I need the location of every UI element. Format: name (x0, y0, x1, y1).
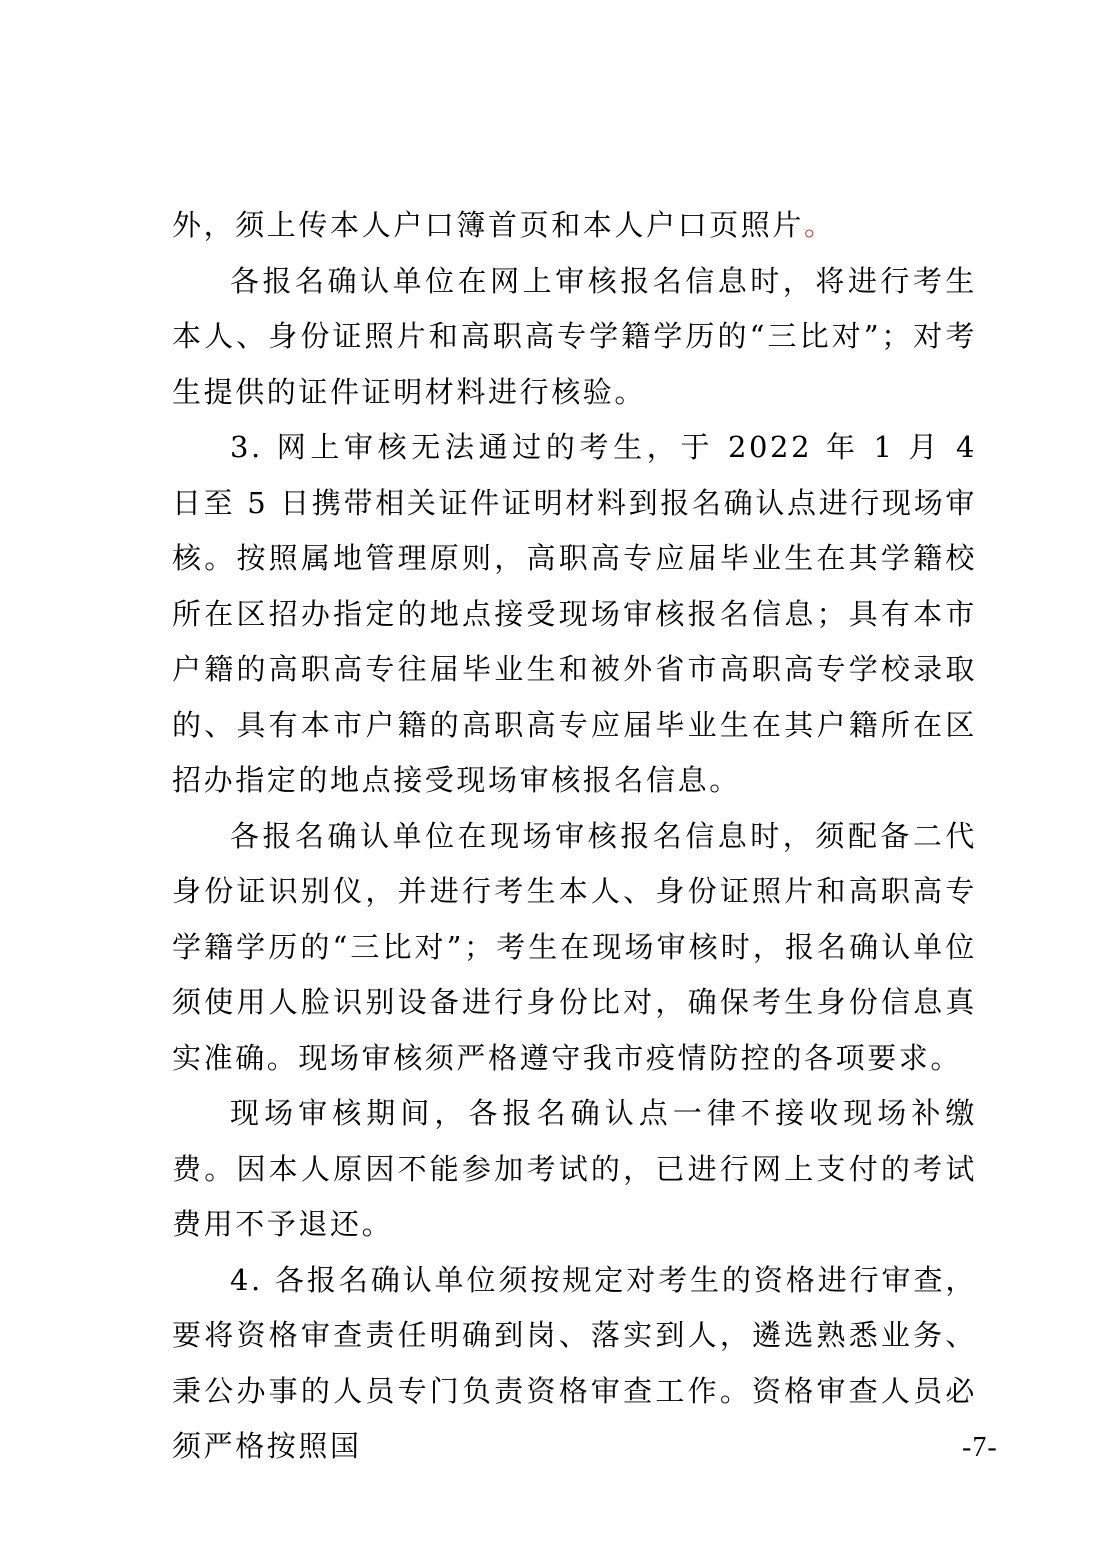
paragraph-1-text: 外，须上传本人户口簿首页和本人户口页照片 (172, 208, 805, 242)
paragraph-1 (172, 198, 977, 254)
paragraph-1-period: 。 (804, 208, 836, 242)
body-text (172, 198, 977, 1475)
page-number: -7- (962, 1432, 998, 1463)
paragraph-4: 各报名确认单位在现场审核报名信息时，须配备二代身份证识别仪，并进行考生本人、身份证照片和高职高专学籍学历的“三比对”；考生在现场审核时，报名确认单位须使用人脸识别设备进行身份比对，确保考生身份信息真实准确。现场审核须严格遵守我市疫情防控的各项要求。 (172, 818, 977, 1075)
paragraph-6: 4. 各报名确认单位须按规定对考生的资格进行审查，要将资格审查责任明确到岗、落实到人，遴选熟悉业务、秉公办事的人员专门负责资格审查工作。资格审查人员必须严格按照国 (172, 1262, 977, 1463)
paragraph-2: 各报名确认单位在网上审核报名信息时，将进行考生本人、身份证照片和高职高专学籍学历的“三比对”；对考生提供的证件证明材料进行核验。 (172, 263, 977, 409)
paragraph-3: 3. 网上审核无法通过的考生，于 2022 年 1 月 4 日至 5 日携带相关证件证明材料到报名确认点进行现场审核。按照属地管理原则，高职高专应届毕业生在其学籍校所在区招办指定的地点接受现场审核报名信息；具有本市户籍的高职高专往届毕业生和被外省市高职高专学校录取的、具有本市户籍的高职高专应届毕业生在其户籍所在区招办指定的地点接受现场审核报名信息。 (172, 430, 977, 797)
paragraph-5: 现场审核期间，各报名确认点一律不接收现场补缴费。因本人原因不能参加考试的，已进行网上支付的考试费用不予退还。 (172, 1096, 977, 1241)
